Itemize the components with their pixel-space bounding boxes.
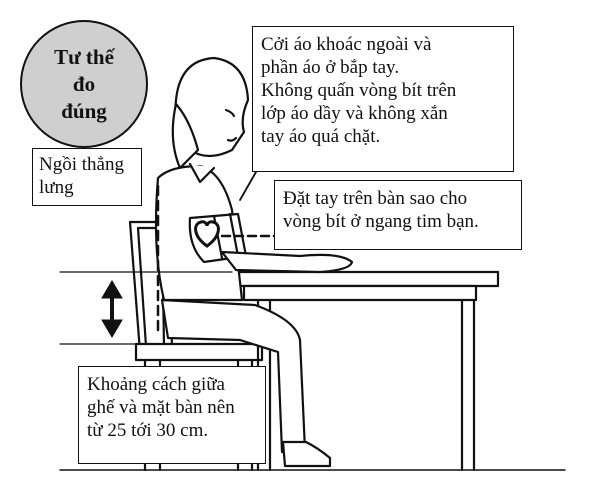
callout-distance bbox=[78, 366, 266, 464]
callout-back bbox=[32, 148, 142, 206]
callout-jacket bbox=[252, 26, 514, 172]
callout-back-text: Ngồi thẳng lưng bbox=[39, 154, 124, 198]
correct-posture-badge bbox=[20, 20, 148, 148]
callout-arm bbox=[274, 180, 522, 250]
table bbox=[228, 272, 498, 470]
callout-distance-text: Khoảng cách giữa ghế và mặt bàn nên từ 25 tới 30 cm. bbox=[87, 374, 235, 441]
callout-jacket-text: Cởi áo khoác ngoài và phần áo ở bắp tay. Không quấn vòng bít trên lớp áo dầy và không xắn tay áo quá chặt. bbox=[261, 34, 457, 147]
badge-label: Tư thế đo đúng bbox=[54, 44, 114, 123]
jacket-pointer bbox=[240, 172, 256, 200]
double-arrow-icon bbox=[102, 281, 122, 337]
callout-arm-text: Đặt tay trên bàn sao cho vòng bít ở ngang tim bạn. bbox=[283, 188, 479, 232]
